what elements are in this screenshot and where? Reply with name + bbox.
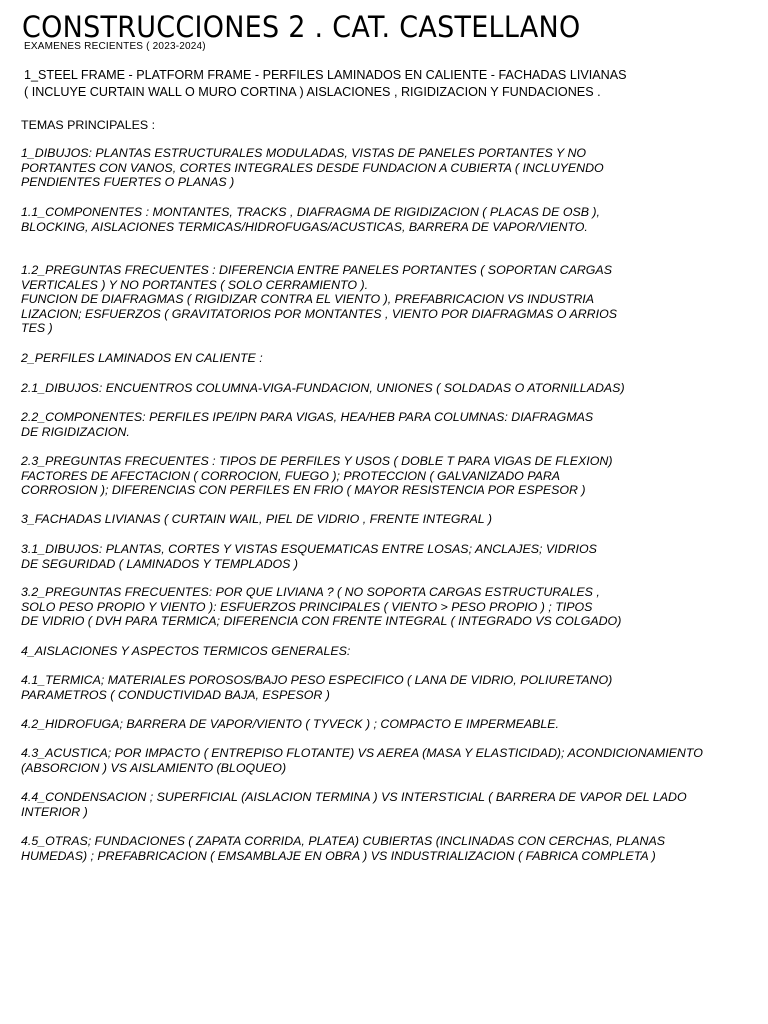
paragraph-4-3-acustica: 4.3_ACUSTICA; POR IMPACTO ( ENTREPISO FLOTANTE) VS AEREA (MASA Y ELASTICIDAD); ACONDICIONAMIENTO (ABSORCION ) VS AISLAMIENTO (BLOQUEO) xyxy=(21,746,703,775)
paragraph-2-2-componentes: 2.2_COMPONENTES: PERFILES IPE/IPN PARA VIGAS, HEA/HEB PARA COLUMNAS: DIAFRAGMAS DE RIGIDIZACION. xyxy=(21,410,594,439)
paragraph-3-1-dibujos: 3.1_DIBUJOS: PLANTAS, CORTES Y VISTAS ESQUEMATICAS ENTRE LOSAS; ANCLAJES; VIDRIOS DE SEGURIDAD ( LAMINADOS Y TEMPLADOS ) xyxy=(21,542,597,571)
temas-label: TEMAS PRINCIPALES : xyxy=(21,118,156,132)
paragraph-4-4-condensacion: 4.4_CONDENSACION ; SUPERFICIAL (AISLACION TERMINA ) VS INTERSTICIAL ( BARRERA DE VAPOR DEL LADO INTERIOR ) xyxy=(21,790,687,819)
paragraph-4-aislaciones: 4_AISLACIONES Y ASPECTOS TERMICOS GENERALES: xyxy=(21,644,351,658)
paragraph-4-5-otras: 4.5_OTRAS; FUNDACIONES ( ZAPATA CORRIDA, PLATEA) CUBIERTAS (INCLINADAS CON CERCHAS, PLANAS HUMEDAS) ; PREFABRICACION ( EMSAMBLAJE EN OBRA ) VS INDUSTRIALIZACION ( FABRICA COMPLETA ) xyxy=(21,834,665,863)
paragraph-4-1-termica: 4.1_TERMICA; MATERIALES POROSOS/BAJO PESO ESPECIFICO ( LANA DE VIDRIO, POLIURETANO) PARAMETROS ( CONDUCTIVIDAD BAJA, ESPESOR ) xyxy=(21,673,613,702)
paragraph-4-2-hidrofuga: 4.2_HIDROFUGA; BARRERA DE VAPOR/VIENTO ( TYVECK ) ; COMPACTO E IMPERMEABLE. xyxy=(21,717,559,731)
paragraph-3-fachadas: 3_FACHADAS LIVIANAS ( CURTAIN WAIL, PIEL DE VIDRIO , FRENTE INTEGRAL ) xyxy=(21,512,492,526)
intro-block xyxy=(24,67,724,100)
paragraph-1-1-componentes: 1.1_COMPONENTES : MONTANTES, TRACKS , DIAFRAGMA DE RIGIDIZACION ( PLACAS DE OSB ), BLOCKING, AISLACIONES TERMICAS/HIDROFUGAS/ACUSTICAS, BARRERA DE VAPOR/VIENTO. xyxy=(21,205,601,234)
paragraph-2-3-preguntas: 2.3_PREGUNTAS FRECUENTES : TIPOS DE PERFILES Y USOS ( DOBLE T PARA VIGAS DE FLEXION) FACTORES DE AFECTACION ( CORROCION, FUEGO ); PROTECCION ( GALVANIZADO PARA CORROSION ); DIFERENCIAS CON PERFILES EN FRIO ( MAYOR RESISTENCIA POR ESPESOR ) xyxy=(21,454,613,498)
page-subtitle: EXAMENES RECIENTES ( 2023-2024) xyxy=(24,41,206,52)
paragraph-2-perfiles: 2_PERFILES LAMINADOS EN CALIENTE : xyxy=(21,351,263,365)
paragraph-1-2-preguntas: 1.2_PREGUNTAS FRECUENTES : DIFERENCIA ENTRE PANELES PORTANTES ( SOPORTAN CARGAS VERTICALES ) Y NO PORTANTES ( SOLO CERRAMIENTO ). FUNCION DE DIAFRAGMAS ( RIGIDIZAR CONTRA EL VIENTO ), PREFABRICACION VS INDUSTRIA LIZACION; ESFUERZOS ( GRAVITATORIOS POR MONTANTES , VIENTO POR DIAFRAGMAS O ARRIOS TES ) xyxy=(21,263,617,336)
intro-line: 1_STEEL FRAME - PLATFORM FRAME - PERFILES LAMINADOS EN CALIENTE - FACHADAS LIVIANAS xyxy=(24,68,627,82)
page-title: CONSTRUCCIONES 2 . CAT. CASTELLANO xyxy=(22,10,581,44)
paragraph-1-dibujos: 1_DIBUJOS: PLANTAS ESTRUCTURALES MODULADAS, VISTAS DE PANELES PORTANTES Y NO PORTANTES CON VANOS, CORTES INTEGRALES DESDE FUNDACION A CUBIERTA ( INCLUYENDO PENDIENTES FUERTES O PLANAS ) xyxy=(21,146,604,190)
paragraph-2-1-dibujos: 2.1_DIBUJOS: ENCUENTROS COLUMNA-VIGA-FUNDACION, UNIONES ( SOLDADAS O ATORNILLADAS) xyxy=(21,381,625,395)
intro-line: ( INCLUYE CURTAIN WALL O MURO CORTINA ) AISLACIONES , RIGIDIZACION Y FUNDACIONES . xyxy=(24,84,601,99)
paragraph-3-2-preguntas: 3.2_PREGUNTAS FRECUENTES: POR QUE LIVIANA ? ( NO SOPORTA CARGAS ESTRUCTURALES , SOLO PESO PROPIO Y VIENTO ): ESFUERZOS PRINCIPALES ( VIENTO > PESO PROPIO ) ; TIPOS DE VIDRIO ( DVH PARA TERMICA; DIFERENCIA CON FRENTE INTEGRAL ( INTEGRADO VS COLGADO) xyxy=(21,585,622,629)
